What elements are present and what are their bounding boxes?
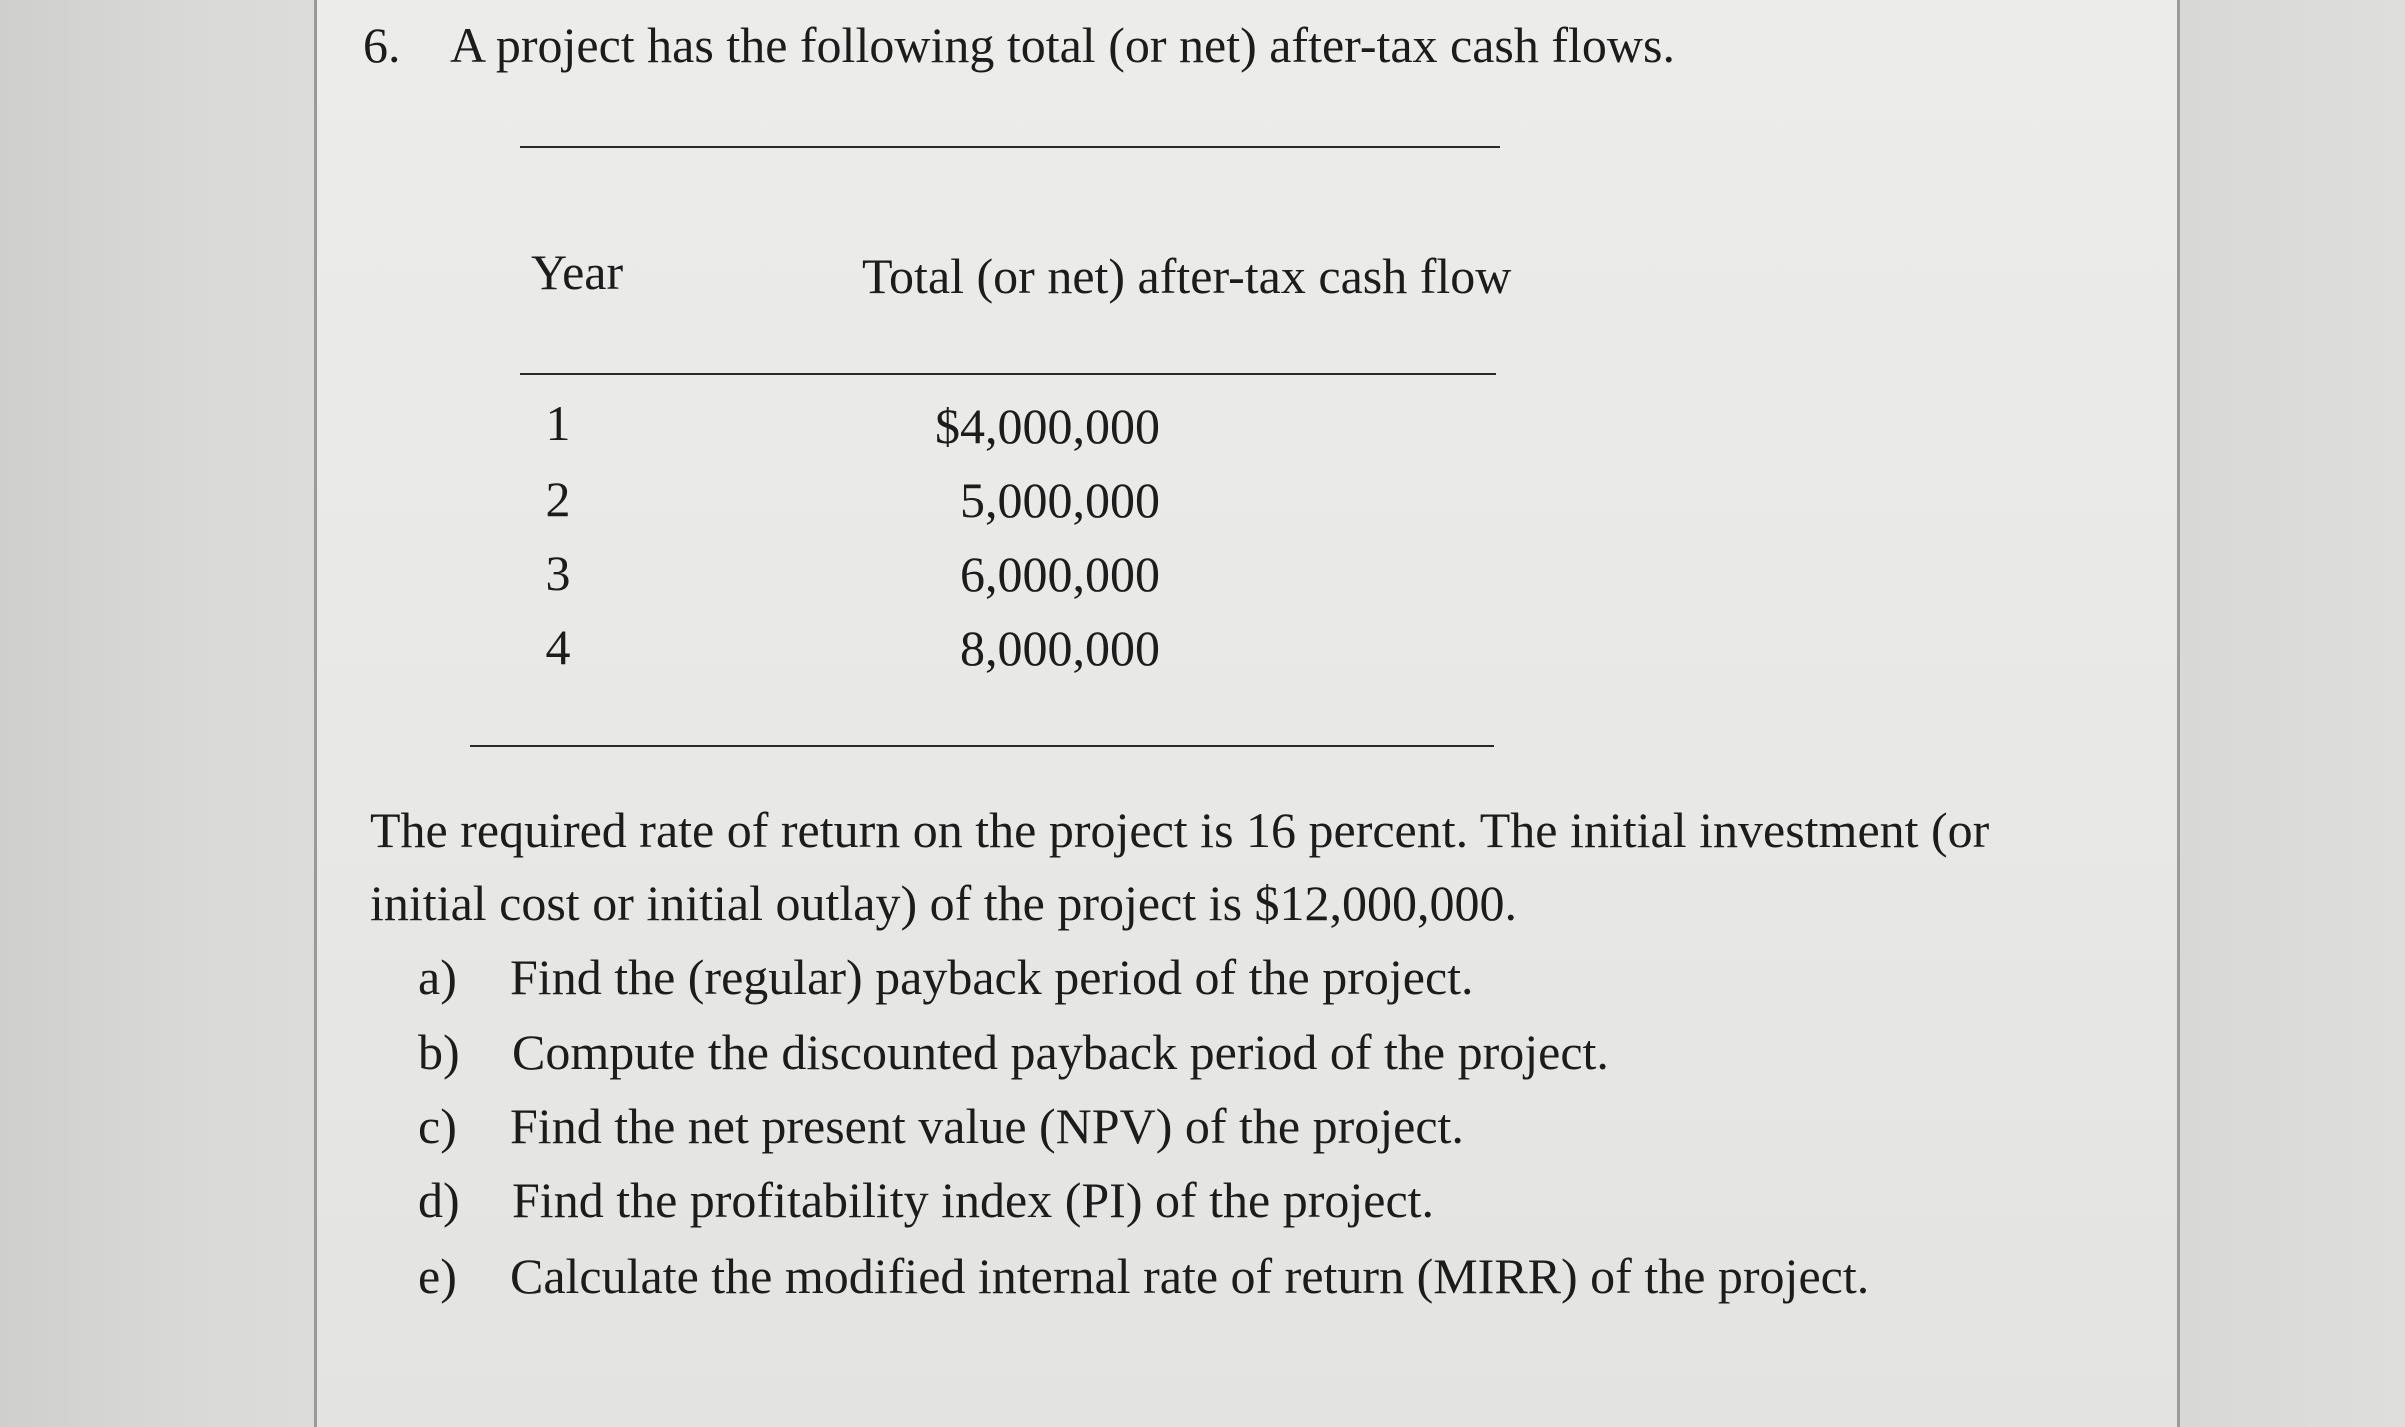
row-year: 3 xyxy=(545,545,571,601)
part-label: b) xyxy=(418,1024,460,1080)
question-number: 6. xyxy=(363,17,401,73)
table-bottom-rule xyxy=(470,745,1494,747)
part-text: Find the net present value (NPV) of the project. xyxy=(510,1098,1464,1154)
table-header-cash-flow: Total (or net) after-tax cash flow xyxy=(862,248,1512,304)
right-background xyxy=(2180,0,2405,1427)
row-cash-flow: $4,000,000 xyxy=(935,398,1160,454)
part-label: a) xyxy=(418,949,457,1005)
table-header-year: Year xyxy=(531,244,624,300)
table-header-rule xyxy=(520,373,1496,375)
row-year: 1 xyxy=(545,395,571,451)
part-text: Find the profitability index (PI) of the project. xyxy=(512,1172,1435,1228)
body-line-1: The required rate of return on the project is 16 percent. The initial investment (or xyxy=(370,802,1990,858)
body-line-2: initial cost or initial outlay) of the project is $12,000,000. xyxy=(370,875,1518,931)
part-label: c) xyxy=(418,1098,457,1154)
left-background xyxy=(0,0,316,1427)
row-year: 2 xyxy=(545,471,571,527)
row-year: 4 xyxy=(545,619,571,675)
question-intro: A project has the following total (or net) after-tax cash flows. xyxy=(450,17,1675,73)
part-text: Calculate the modified internal rate of return (MIRR) of the project. xyxy=(510,1248,1870,1304)
part-text: Find the (regular) payback period of the project. xyxy=(510,949,1474,1005)
part-label: e) xyxy=(418,1248,457,1304)
part-text: Compute the discounted payback period of the project. xyxy=(512,1024,1609,1080)
part-label: d) xyxy=(418,1172,460,1228)
table-top-rule xyxy=(520,146,1500,148)
row-cash-flow: 8,000,000 xyxy=(960,620,1160,676)
row-cash-flow: 6,000,000 xyxy=(960,546,1160,602)
row-cash-flow: 5,000,000 xyxy=(960,472,1160,528)
